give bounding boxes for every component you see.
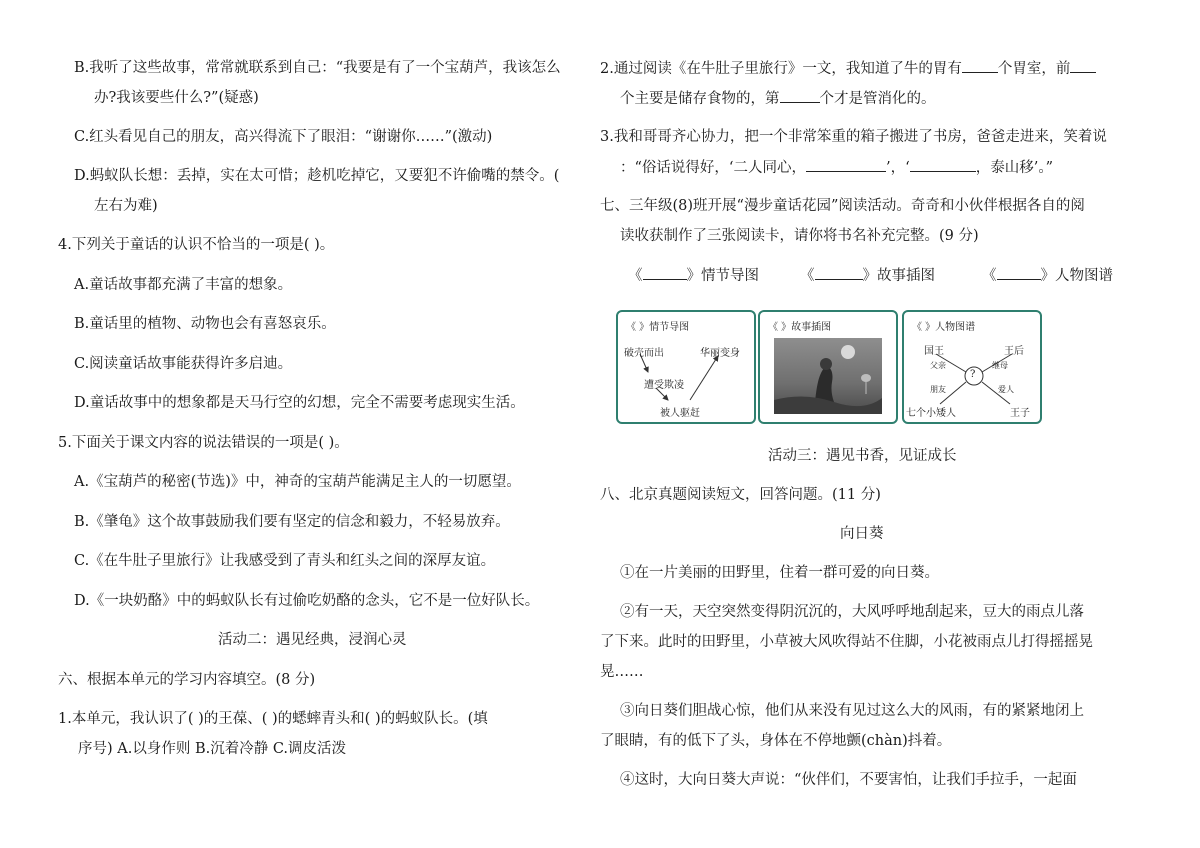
s6-q1-line2: 序号) A.以身作则 B.沉着冷静 C.调皮活泼 — [78, 741, 347, 757]
story-illustration-image — [774, 338, 882, 414]
answer-blank[interactable] — [962, 58, 998, 73]
question-4: 4.下列关于童话的认识不恰当的一项是( )。 — [58, 237, 335, 253]
mermaid-picture — [774, 338, 882, 414]
plot-node-bullied: 遭受欺凌 — [644, 380, 684, 391]
relation-friend: 朋友 — [930, 385, 946, 394]
q4-option-b: B.童话里的植物、动物也会有喜怒哀乐。 — [74, 316, 336, 332]
answer-blank[interactable] — [806, 157, 886, 172]
plot-node-driven-out: 被人驱赶 — [660, 408, 700, 419]
s6-q3-line2: ：“俗话说得好，‘二人同心， ’，‘ ，泰山移’。” — [620, 157, 1053, 178]
character-map-card — [902, 310, 1042, 424]
card-title-1: 《 》情节导图 — [628, 265, 759, 286]
story-paragraph-3-line2: 了眼睛，有的低下了头，身体在不停地颤(chàn)抖着。 — [600, 733, 952, 749]
s6-q2-line2: 个主要是储存食物的，第 个才是管消化的。 — [620, 88, 936, 109]
answer-blank[interactable] — [1070, 58, 1096, 73]
character-prince: 王子 — [1010, 408, 1030, 419]
q3-option-d-line1: D.蚂蚁队长想：丢掉，实在太可惜；趁机吃掉它，又要犯不许偷嘴的禁令。( — [74, 168, 560, 184]
plot-map-card-title: 《 》情节导图 — [626, 322, 690, 333]
question-5: 5.下面关于课文内容的说法错误的一项是( )。 — [58, 435, 349, 451]
q4-option-d: D.童话故事中的想象都是天马行空的幻想，完全不需要考虑现实生活。 — [74, 395, 525, 411]
story-paragraph-2-line2: 了下来。此时的田野里，小草被大风吹得站不住脚，小花被雨点儿打得摇摇晃 — [600, 634, 1093, 650]
story-title: 向日葵 — [840, 526, 884, 542]
section-7-line1: 七、三年级(8)班开展“漫步童话花园”阅读活动。奇奇和小伙伴根据各自的阅 — [600, 198, 1085, 214]
relation-stepmother: 继母 — [992, 361, 1008, 370]
section-6-heading: 六、根据本单元的学习内容填空。(8 分) — [58, 672, 316, 688]
q4-option-c: C.阅读童话故事能获得许多启迪。 — [74, 356, 293, 372]
relation-lover: 爱人 — [998, 385, 1014, 394]
character-queen: 王后 — [1004, 346, 1024, 357]
character-king: 国王 — [924, 346, 944, 357]
relation-father: 父亲 — [930, 361, 946, 370]
card-title-2: 《 》故事插图 — [800, 265, 935, 286]
plot-node-hatch: 破壳而出 — [624, 348, 664, 359]
character-seven-dwarfs: 七个小矮人 — [906, 408, 956, 419]
q5-option-d: D.《一块奶酪》中的蚂蚁队长有过偷吃奶酪的念头，它不是一位好队长。 — [74, 593, 540, 609]
q4-option-a: A.童话故事都充满了丰富的想象。 — [74, 277, 293, 293]
activity-3-heading: 活动三：遇见书香，见证成长 — [768, 448, 957, 464]
answer-blank[interactable] — [780, 88, 820, 103]
s6-q3-line1: 3.我和哥哥齐心协力，把一个非常笨重的箱子搬进了书房，爸爸走进来，笑着说 — [600, 129, 1107, 145]
story-paragraph-2-line1: ②有一天，天空突然变得阴沉沉的，大风呼呼地刮起来，豆大的雨点儿落 — [620, 604, 1084, 620]
q5-option-c: C.《在牛肚子里旅行》让我感受到了青头和红头之间的深厚友谊。 — [74, 553, 496, 569]
answer-blank[interactable] — [815, 265, 863, 280]
plot-map-card — [616, 310, 756, 424]
q3-option-b-line2: 办?我该要些什么?”(疑惑) — [94, 90, 259, 106]
answer-blank[interactable] — [643, 265, 687, 280]
q3-option-d-line2: 左右为难) — [94, 198, 158, 214]
character-center-unknown: ? — [970, 369, 976, 380]
section-8-heading: 八、北京真题阅读短文，回答问题。(11 分) — [600, 487, 881, 503]
answer-blank[interactable] — [997, 265, 1041, 280]
illustration-card-title: 《 》故事插图 — [768, 322, 832, 333]
story-paragraph-2-line3: 晃…… — [600, 664, 644, 680]
q3-option-b-line1: B.我听了这些故事，常常就联系到自己：“我要是有了一个宝葫芦，我该怎么 — [74, 60, 561, 76]
s6-q2-line1: 2.通过阅读《在牛肚子里旅行》一文，我知道了牛的胃有 个胃室，前 — [600, 58, 1096, 79]
answer-blank[interactable] — [910, 157, 976, 172]
section-7-line2: 读收获制作了三张阅读卡，请你将书名补充完整。(9 分) — [620, 228, 979, 244]
plot-node-transform: 华丽变身 — [700, 348, 740, 359]
q5-option-a: A.《宝葫芦的秘密(节选)》中，神奇的宝葫芦能满足主人的一切愿望。 — [74, 474, 521, 490]
illustration-card — [758, 310, 898, 424]
q5-option-b: B.《肇龟》这个故事鼓励我们要有坚定的信念和毅力，不轻易放弃。 — [74, 514, 510, 530]
story-paragraph-1: ①在一片美丽的田野里，住着一群可爱的向日葵。 — [620, 565, 939, 581]
card-title-3: 《 》人物图谱 — [982, 265, 1113, 286]
activity-2-heading: 活动二：遇见经典，浸润心灵 — [218, 632, 407, 648]
s6-q1-line1: 1.本单元，我认识了( )的王葆、( )的蟋蟀青头和( )的蚂蚁队长。(填 — [58, 711, 488, 727]
story-paragraph-4-line1: ④这时，大向日葵大声说：“伙伴们，不要害怕，让我们手拉手，一起面 — [620, 772, 1077, 788]
q3-option-c: C.红头看见自己的朋友，高兴得流下了眼泪：“谢谢你……”(激动) — [74, 129, 493, 145]
character-map-card-title: 《 》人物图谱 — [912, 322, 976, 333]
story-paragraph-3-line1: ③向日葵们胆战心惊，他们从来没有见过这么大的风雨，有的紧紧地闭上 — [620, 703, 1084, 719]
